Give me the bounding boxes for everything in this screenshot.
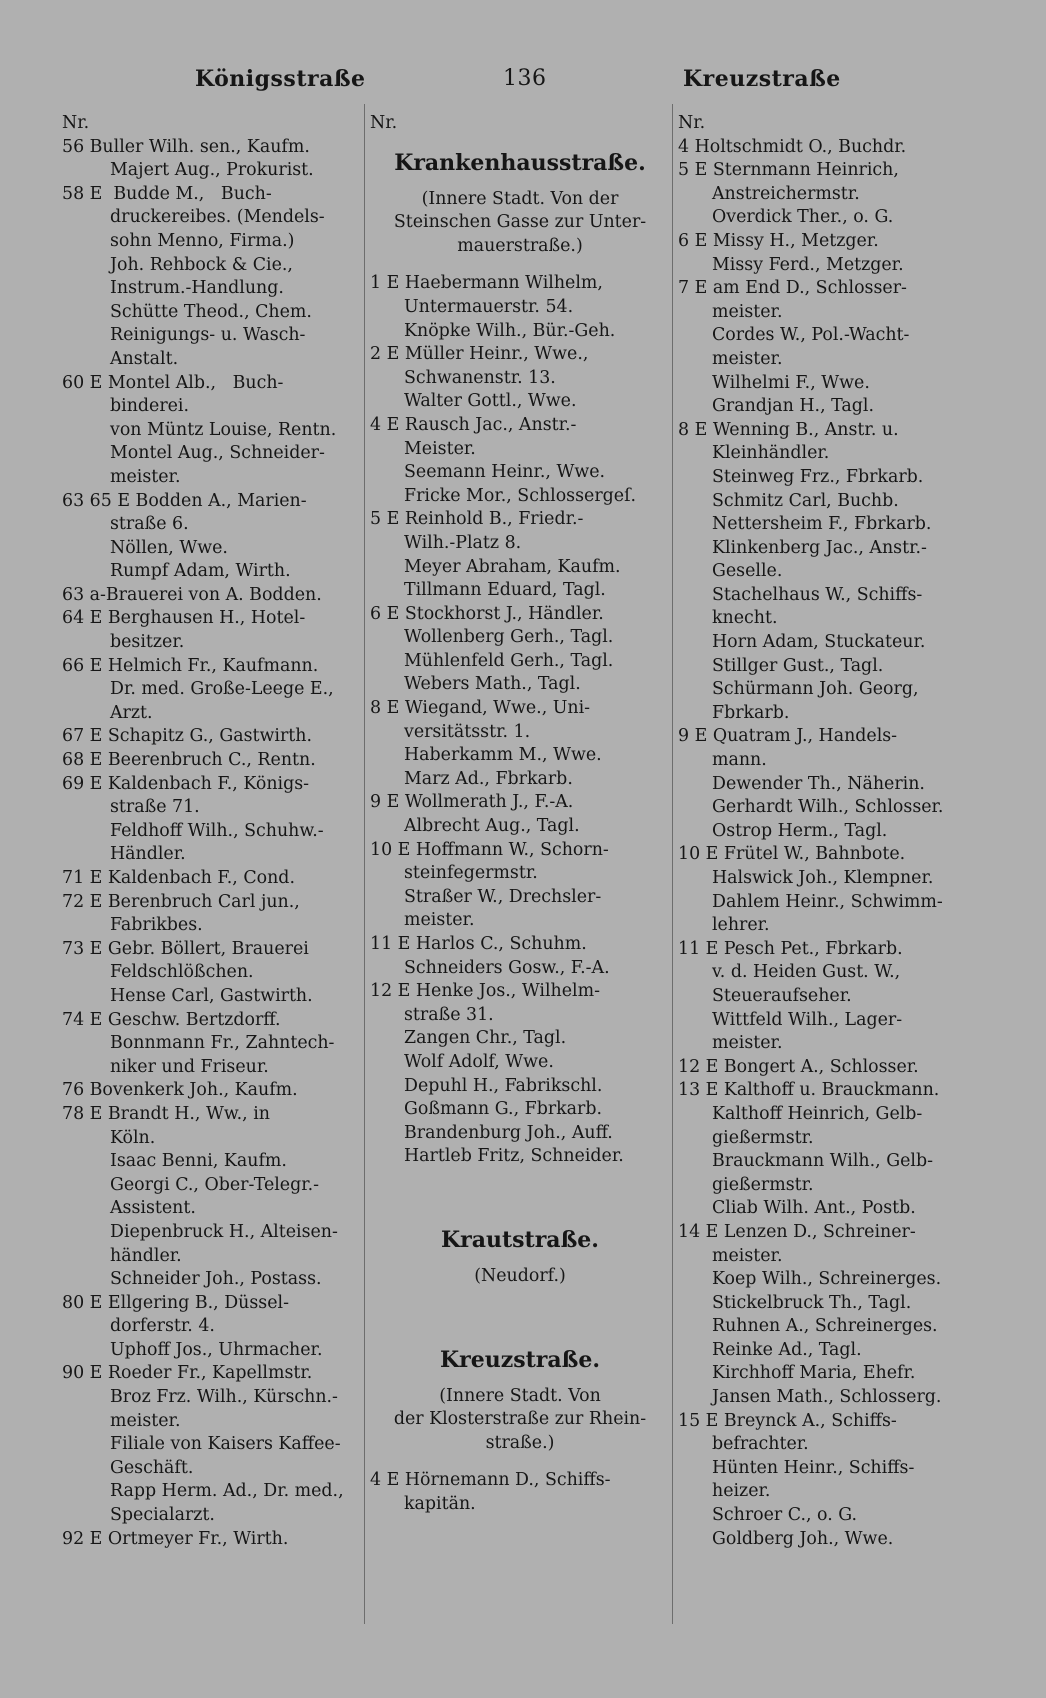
directory-entry-line: Jansen Math., Schlosserg. <box>712 1387 942 1408</box>
directory-entry-line: Bonnmann Fr., Zahntech- <box>110 1033 335 1054</box>
directory-entry-line: lehrer. <box>712 915 770 936</box>
header-left-street: Königsstraße <box>195 66 366 92</box>
directory-entry-line: 10 E Frütel W., Bahnbote. <box>678 844 906 865</box>
directory-entry-line: Hense Carl, Gastwirth. <box>110 985 313 1006</box>
directory-entry-line: Wilhelmi F., Wwe. <box>712 372 870 393</box>
directory-entry-line: Knöpke Wilh., Bür.-Geh. <box>404 320 616 341</box>
directory-entry-line: mann. <box>712 750 767 771</box>
directory-entry-line: Gerhardt Wilh., Schlosser. <box>712 797 944 818</box>
directory-entry-line: 58 E Budde M., Buch- <box>62 183 272 204</box>
directory-entry-line: versitätsstr. 1. <box>404 721 531 742</box>
directory-entry-line: Schürmann Joh. Georg, <box>712 679 919 700</box>
directory-entry-line: 73 E Gebr. Böllert, Brauerei <box>62 938 309 959</box>
directory-entry-line: Händler. <box>110 844 186 865</box>
directory-entry-line: 4 E Hörnemann D., Schiffs- <box>370 1470 611 1491</box>
directory-entry-line: händler. <box>110 1245 182 1266</box>
directory-entry-line: Fricke Mor., Schlossergeſ. <box>404 485 637 506</box>
directory-entry-line: Schmitz Carl, Buchb. <box>712 490 899 511</box>
spacer <box>370 1289 670 1333</box>
directory-entry-line: Fabrikbes. <box>110 915 203 936</box>
directory-entry-line: 78 E Brandt H., Ww., in <box>62 1103 270 1124</box>
directory-entry-line: meister. <box>712 1033 783 1054</box>
directory-entry-line: Hünten Heinr., Schiffs- <box>712 1457 915 1478</box>
directory-entry-line: Köln. <box>110 1127 156 1148</box>
directory-entry-line: Feldschlößchen. <box>110 962 254 983</box>
directory-entry-line: Hartleb Fritz, Schneider. <box>404 1146 624 1167</box>
directory-entry-line: Untermauerstr. 54. <box>404 296 574 317</box>
directory-entry-line: Nöllen, Wwe. <box>110 537 228 558</box>
directory-entry-line: 12 E Henke Jos., Wilhelm- <box>370 981 600 1002</box>
directory-entry-line: 1 E Haebermann Wilhelm, <box>370 273 603 294</box>
directory-entry-line: Nettersheim F., Fbrkarb. <box>712 514 932 535</box>
directory-entry-line: 10 E Hoffmann W., Schorn- <box>370 839 609 860</box>
directory-entry-line: Wilh.-Platz 8. <box>404 532 522 553</box>
directory-entry-line: meister. <box>712 1245 783 1266</box>
directory-entry-line: Mühlenfeld Gerh., Tagl. <box>404 650 614 671</box>
directory-entry-line: 2 E Müller Heinr., Wwe., <box>370 344 589 365</box>
directory-entry-line: Isaac Benni, Kaufm. <box>110 1151 287 1172</box>
directory-entry-line: Webers Math., Tagl. <box>404 674 581 695</box>
directory-entry-line: Missy Ferd., Metzger. <box>712 254 904 275</box>
directory-entry-line: 90 E Roeder Fr., Kapellmstr. <box>62 1363 313 1384</box>
directory-entry-line: 9 E Quatram J., Handels- <box>678 726 898 747</box>
directory-entry-line: Joh. Rehbock & Cie., <box>110 254 293 275</box>
directory-entry-line: 5 E Sternmann Heinrich, <box>678 160 899 181</box>
directory-entry-line: Cliab Wilh. Ant., Postb. <box>712 1198 916 1219</box>
directory-entry-line: meister. <box>712 348 783 369</box>
directory-entry-line: 72 E Berenbruch Carl jun., <box>62 891 300 912</box>
directory-entry-line: heizer. <box>712 1481 771 1502</box>
directory-entry-line: Ostrop Herm., Tagl. <box>712 820 888 841</box>
directory-entry-line: Steueraufseher. <box>712 985 852 1006</box>
directory-entry-line: Koep Wilh., Schreinerges. <box>712 1269 942 1290</box>
directory-entry-line: 76 Bovenkerk Joh., Kaufm. <box>62 1080 298 1101</box>
directory-entry-line: 6 E Stockhorst J., Händler. <box>370 603 604 624</box>
directory-entry-line: 74 E Geschw. Bertzdorff. <box>62 1009 281 1030</box>
directory-entry-line: Straßer W., Drechsler- <box>404 886 602 907</box>
directory-entry-line: binderei. <box>110 396 190 417</box>
directory-entry-line: Kirchhoff Maria, Ehefr. <box>712 1363 916 1384</box>
directory-entry-line: 56 Buller Wilh. sen., Kaufm. <box>62 136 310 157</box>
directory-entry-line: 63 65 E Bodden A., Marien- <box>62 490 307 511</box>
street-description-line: Steinschen Gasse zur Unter- <box>393 212 647 233</box>
directory-entry-line: Nr. <box>678 113 706 133</box>
directory-entry-line: 6 E Missy H., Metzger. <box>678 230 879 251</box>
directory-entry-line: Fbrkarb. <box>712 702 790 723</box>
street-description-line: mauerstraße.) <box>457 235 583 256</box>
directory-entry-line: niker und Friseur. <box>110 1056 269 1077</box>
directory-entry-line: 64 E Berghausen H., Hotel- <box>62 608 306 629</box>
directory-entry-line: 71 E Kaldenbach F., Cond. <box>62 868 295 888</box>
directory-entry-line: Specialarzt. <box>110 1505 215 1526</box>
directory-entry-line: Georgi C., Ober-Telegr.- <box>110 1174 320 1195</box>
directory-entry-line: von Müntz Louise, Rentn. <box>110 419 337 440</box>
directory-entry-line: Schroer C., o. G. <box>712 1505 858 1526</box>
street-heading: Krautstraße. <box>441 1226 599 1253</box>
directory-entry-line: Cordes W., Pol.-Wacht- <box>712 325 910 346</box>
directory-entry-line: 11 E Harlos C., Schuhm. <box>370 934 587 954</box>
directory-entry-line: 68 E Beerenbruch C., Rentn. <box>62 750 316 771</box>
directory-entry-line: Brauckmann Wilh., Gelb- <box>712 1151 933 1172</box>
directory-entry-line: Arzt. <box>110 702 153 723</box>
directory-entry-line: steinfegermstr. <box>404 863 538 884</box>
directory-entry-line: Dewender Th., Näherin. <box>712 773 925 794</box>
directory-entry-line: straße 6. <box>110 514 189 535</box>
directory-entry-line: Overdick Ther., o. G. <box>712 207 894 228</box>
directory-entry-line: straße 71. <box>110 797 200 818</box>
directory-entry-line: Diepenbruck H., Alteisen- <box>110 1221 338 1242</box>
directory-entry-line: Wollenberg Gerh., Tagl. <box>404 627 614 648</box>
column-divider <box>672 104 673 1624</box>
directory-entry-line: 9 E Wollmerath J., F.-A. <box>370 792 574 813</box>
directory-entry-line: Anstreichermstr. <box>712 183 860 204</box>
directory-entry-line: Seemann Heinr., Wwe. <box>404 462 606 483</box>
directory-entry-line: 13 E Kalthoff u. Brauckmann. <box>678 1080 940 1101</box>
directory-entry-line: Anstalt. <box>110 348 179 369</box>
directory-entry-line: kapitän. <box>404 1493 476 1514</box>
directory-entry-line: knecht. <box>712 608 778 629</box>
directory-entry-line: 63 a-Brauerei von A. Bodden. <box>62 584 322 605</box>
directory-entry-line: Stillger Gust., Tagl. <box>712 655 884 676</box>
directory-entry-line: gießermstr. <box>712 1127 814 1148</box>
directory-entry-line: Grandjan H., Tagl. <box>712 396 874 417</box>
street-description-line: straße.) <box>485 1432 555 1453</box>
directory-entry-line: Goßmann G., Fbrkarb. <box>404 1099 603 1120</box>
column-2 <box>370 112 670 1517</box>
directory-entry-line: 14 E Lenzen D., Schreiner- <box>678 1221 916 1242</box>
directory-entry-line: Nr. <box>370 113 398 133</box>
column-3 <box>678 112 978 1551</box>
directory-entry-line: Kalthoff Heinrich, Gelb- <box>712 1103 923 1124</box>
directory-entry-line: Tillmann Eduard, Tagl. <box>404 580 606 601</box>
directory-entry-line: 66 E Helmich Fr., Kaufmann. <box>62 655 319 676</box>
directory-entry-line: 8 E Wenning B., Anstr. u. <box>678 419 899 440</box>
street-description-line: (Innere Stadt. Von der <box>421 188 619 209</box>
directory-entry-line: meister. <box>712 301 783 322</box>
directory-entry-line: Walter Gottl., Wwe. <box>404 391 577 412</box>
directory-entry-line: Schwanenstr. 13. <box>404 367 556 388</box>
directory-entry-line: Dahlem Heinr., Schwimm- <box>712 891 943 912</box>
directory-entry-line: Zangen Chr., Tagl. <box>404 1028 567 1049</box>
directory-entry-line: Albrecht Aug., Tagl. <box>404 816 580 837</box>
directory-entry-line: dorferstr. 4. <box>110 1316 215 1337</box>
directory-entry-line: 92 E Ortmeyer Fr., Wirth. <box>62 1528 289 1549</box>
spacer <box>370 1169 670 1213</box>
directory-entry-line: Kleinhändler. <box>712 443 830 464</box>
directory-entry-line: Schütte Theod., Chem. <box>110 301 312 322</box>
header-right-street: Kreuzstraße <box>683 66 841 92</box>
directory-entry-line: 80 E Ellgering B., Düssel- <box>62 1292 289 1313</box>
directory-entry-line: Depuhl H., Fabrikschl. <box>404 1075 603 1096</box>
directory-entry-line: meister. <box>110 1410 181 1431</box>
street-heading: Kreuzstraße. <box>440 1346 600 1373</box>
directory-entry-line: Wolf Adolf, Wwe. <box>404 1051 554 1072</box>
directory-entry-line: meister. <box>110 466 181 487</box>
directory-entry-line: meister. <box>404 910 475 931</box>
directory-entry-line: Rapp Herm. Ad., Dr. med., <box>110 1481 344 1502</box>
directory-entry-line: Ruhnen A., Schreinerges. <box>712 1316 938 1337</box>
directory-entry-line: Marz Ad., Fbrkarb. <box>404 768 573 789</box>
directory-entry-line: Dr. med. Große-Leege E., <box>110 679 334 700</box>
directory-entry-line: Uphoff Jos., Uhrmacher. <box>110 1339 323 1360</box>
spacer <box>370 258 670 272</box>
directory-entry-line: Wittfeld Wilh., Lager- <box>712 1009 903 1030</box>
directory-entry-line: Instrum.-Handlung. <box>110 278 284 299</box>
directory-entry-line: 4 Holtschmidt O., Buchdr. <box>678 136 907 157</box>
directory-entry-line: besitzer. <box>110 632 185 653</box>
directory-entry-line: Montel Aug., Schneider- <box>110 443 325 464</box>
directory-entry-line: Majert Aug., Prokurist. <box>110 160 314 181</box>
directory-entry-line: 11 E Pesch Pet., Fbrkarb. <box>678 938 903 959</box>
street-description-line: der Klosterstraße zur Rhein- <box>393 1409 647 1430</box>
street-description-line: (Neudorf.) <box>474 1265 566 1286</box>
column-divider <box>364 104 365 1624</box>
directory-entry-line: Haberkamm M., Wwe. <box>404 745 602 766</box>
directory-entry-line: Geselle. <box>712 561 783 582</box>
directory-entry-line: Schneider Joh., Postass. <box>110 1269 322 1290</box>
directory-entry-line: gießermstr. <box>712 1174 814 1195</box>
street-heading: Krankenhausstraße. <box>394 149 646 176</box>
directory-entry-line: Horn Adam, Stuckateur. <box>712 632 926 653</box>
spacer <box>370 1455 670 1469</box>
directory-entry-line: Meister. <box>404 438 476 459</box>
street-description-line: (Innere Stadt. Von <box>439 1385 601 1406</box>
directory-entry-line: Goldberg Joh., Wwe. <box>712 1528 894 1549</box>
directory-entry-line: Broz Frz. Wilh., Kürschn.- <box>110 1387 338 1408</box>
directory-entry-line: Rumpf Adam, Wirth. <box>110 561 291 582</box>
directory-entry-line: Brandenburg Joh., Auff. <box>404 1122 613 1143</box>
directory-entry-line: Reinke Ad., Tagl. <box>712 1339 862 1360</box>
directory-entry-line: Halswick Joh., Klempner. <box>712 868 934 888</box>
directory-entry-line: Stachelhaus W., Schiffs- <box>712 584 923 605</box>
directory-entry-line: 67 E Schapitz G., Gastwirth. <box>62 726 312 747</box>
directory-entry-line: 8 E Wiegand, Wwe., Uni- <box>370 698 591 719</box>
directory-entry-line: Geschäft. <box>110 1457 194 1478</box>
directory-entry-line: druckereibes. (Mendels- <box>110 207 325 228</box>
page-number: 136 <box>503 66 547 91</box>
directory-entry-line: 4 E Rausch Jac., Anstr.- <box>370 414 577 435</box>
directory-entry-line: Schneiders Gosw., F.-A. <box>404 957 610 978</box>
directory-entry-line: 15 E Breynck A., Schiffs- <box>678 1410 897 1431</box>
directory-entry-line: 12 E Bongert A., Schlosser. <box>678 1056 919 1077</box>
directory-entry-line: Reinigungs- u. Wasch- <box>110 325 306 346</box>
directory-entry-line: v. d. Heiden Gust. W., <box>712 962 901 983</box>
directory-entry-line: straße 31. <box>404 1004 494 1025</box>
directory-entry-line: 7 E am End D., Schlosser- <box>678 278 907 299</box>
directory-entry-line: Assistent. <box>110 1198 196 1219</box>
directory-entry-line: Stickelbruck Th., Tagl. <box>712 1292 912 1313</box>
directory-entry-line: Meyer Abraham, Kaufm. <box>404 556 621 577</box>
directory-entry-line: 69 E Kaldenbach F., Königs- <box>62 773 310 794</box>
directory-entry-line: Nr. <box>62 113 90 133</box>
directory-entry-line: Klinkenberg Jac., Anstr.- <box>712 537 927 558</box>
directory-entry-line: befrachter. <box>712 1434 809 1455</box>
directory-entry-line: Filiale von Kaisers Kaffee- <box>110 1434 341 1455</box>
column-1 <box>62 112 362 1551</box>
directory-entry-line: 60 E Montel Alb., Buch- <box>62 372 284 393</box>
directory-entry-line: sohn Menno, Firma.) <box>110 230 295 251</box>
directory-entry-line: Steinweg Frz., Fbrkarb. <box>712 466 924 487</box>
directory-entry-line: Feldhoff Wilh., Schuhw.- <box>110 820 324 841</box>
directory-entry-line: 5 E Reinhold B., Friedr.- <box>370 509 584 530</box>
